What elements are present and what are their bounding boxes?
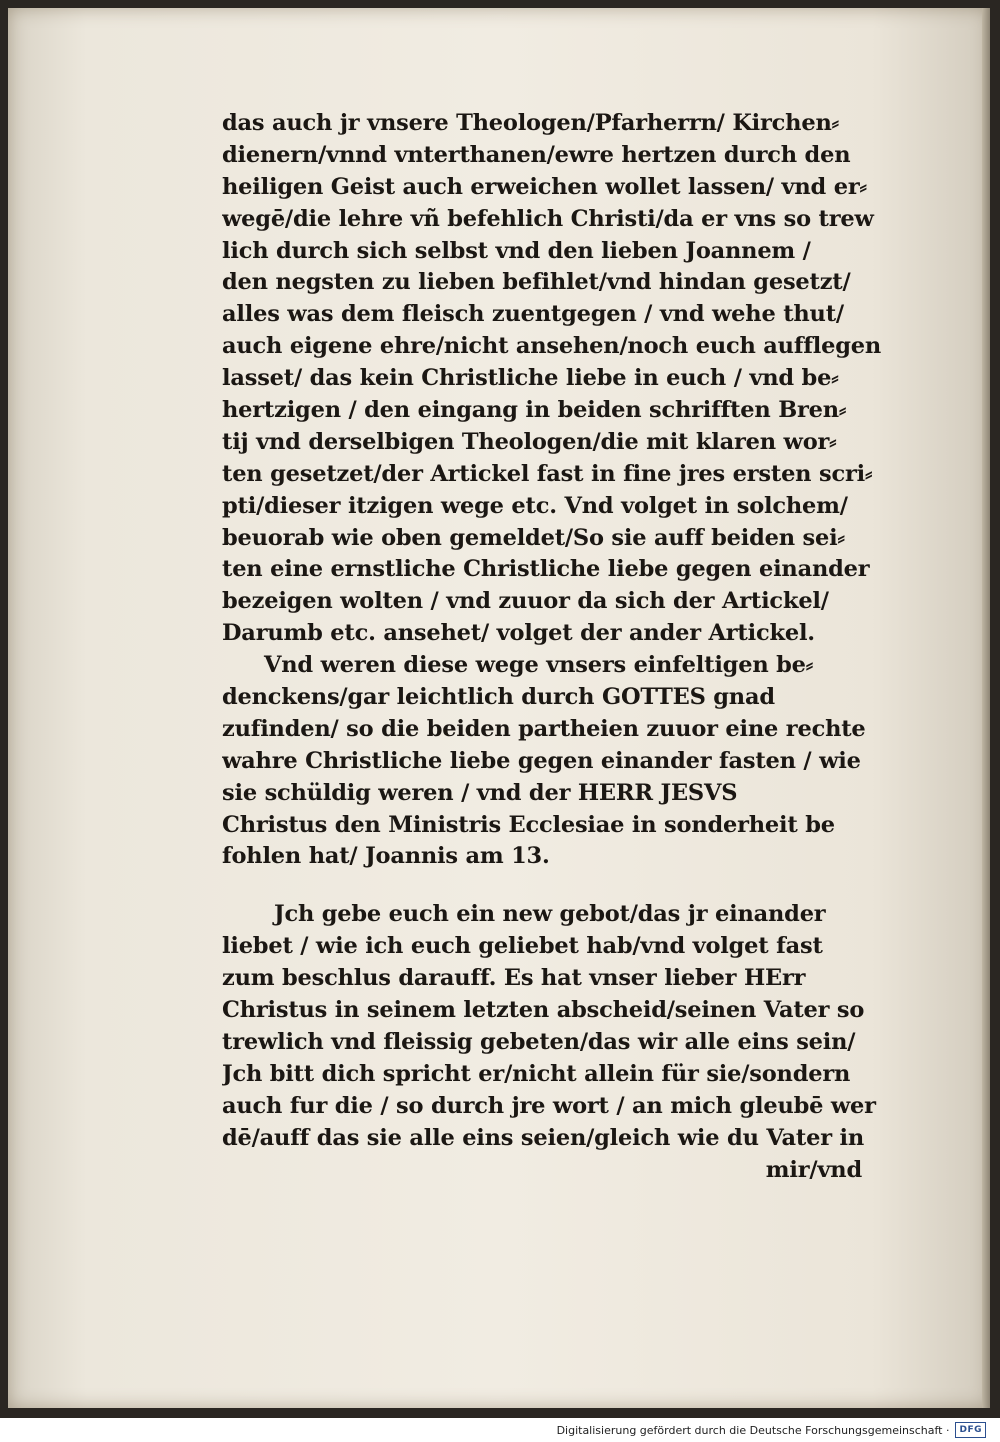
text-line: Darumb etc. ansehet/ volget der ander Artickel. <box>222 620 815 647</box>
text-line: trewlich vnd fleissig gebeten/das wir alle eins sein/ <box>222 1028 856 1055</box>
text-line: sie schüldig weren / vnd der HERR JESVS <box>222 779 738 806</box>
text-line: zufinden/ so die beiden partheien zuuor eine rechte <box>222 715 866 742</box>
text-line: Jch gebe euch ein new gebot/das jr einander <box>274 901 826 928</box>
text-line: ten eine ernstliche Christliche liebe gegen einander <box>222 556 870 583</box>
text-line: zum beschlus darauff. Es hat vnser lieber HErr <box>222 965 806 992</box>
text-line: dienern/vnnd vnterthanen/ewre hertzen durch den <box>222 141 851 168</box>
text-line: hertzigen / den eingang in beiden schrifften Bren⸗ <box>222 397 847 424</box>
text-line: wahre Christliche liebe gegen einander fasten / wie <box>222 747 861 774</box>
page-edge-shadow <box>982 8 990 1408</box>
text-line: Christus den Ministris Ecclesiae in sonderheit be <box>222 811 835 838</box>
text-line: liebet / wie ich euch geliebet hab/vnd volget fast <box>222 933 823 960</box>
paragraph-1 <box>222 108 882 650</box>
text-line: den negsten zu lieben befihlet/vnd hindan gesetzt/ <box>222 269 851 296</box>
footer-bar <box>0 1418 1000 1442</box>
footer-credit: Digitalisierung gefördert durch die Deutsche Forschungsgemeinschaft · <box>556 1423 950 1437</box>
text-line: pti/dieser itzigen wege etc. Vnd volget in solchem/ <box>222 492 848 519</box>
page-text <box>222 108 882 1186</box>
text-line: denckens/gar leichtlich durch GOTTES gnad <box>222 684 775 711</box>
paragraph-gap <box>222 873 882 899</box>
text-line: auch eigene ehre/nicht ansehen/noch euch aufflegen <box>222 333 882 360</box>
text-line: bezeigen wolten / vnd zuuor da sich der Artickel/ <box>222 588 829 615</box>
paragraph-3 <box>222 899 882 1154</box>
text-line: fohlen hat/ Joannis am 13. <box>222 843 550 870</box>
text-line: lich durch sich selbst vnd den lieben Joannem / <box>222 237 811 264</box>
book-page <box>8 8 990 1408</box>
text-line: das auch jr vnsere Theologen/Pfarherrn/ Kirchen⸗ <box>222 110 839 136</box>
text-line: tij vnd derselbigen Theologen/die mit klaren wor⸗ <box>222 428 837 455</box>
text-line: ten gesetzet/der Artickel fast in fine jres ersten scri⸗ <box>222 460 873 487</box>
text-line: Jch bitt dich spricht er/nicht allein für sie/sondern <box>222 1060 851 1087</box>
text-line: Vnd weren diese wege vnsers einfeltigen be⸗ <box>264 652 814 679</box>
text-line: Christus in seinem letzten abscheid/seinen Vater so <box>222 997 865 1024</box>
text-line: lasset/ das kein Christliche liebe in euch / vnd be⸗ <box>222 365 839 392</box>
dfg-logo-icon: DFG <box>955 1422 986 1438</box>
text-line: beuorab wie oben gemeldet/So sie auff beiden sei⸗ <box>222 524 845 551</box>
catchword: mir/vnd <box>765 1156 862 1183</box>
text-line: auch fur die / so durch jre wort / an mich gleubē wer <box>222 1092 876 1119</box>
text-line: heiligen Geist auch erweichen wollet lassen/ vnd er⸗ <box>222 173 867 200</box>
paragraph-2 <box>222 650 882 873</box>
text-line: dē/auff das sie alle eins seien/gleich wie du Vater in <box>222 1124 865 1151</box>
text-line: wegē/die lehre vñ befehlich Christi/da er vns so trew <box>222 205 874 232</box>
text-line: alles was dem fleisch zuentgegen / vnd wehe thut/ <box>222 301 844 328</box>
